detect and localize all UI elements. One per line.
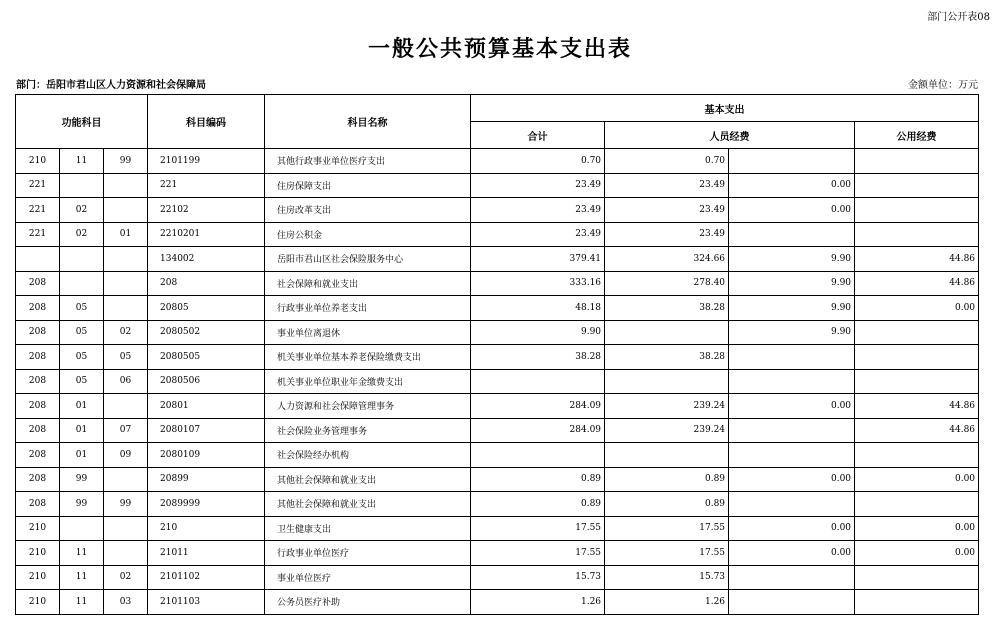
subject-code: 2080505 (148, 345, 265, 370)
public-cell (729, 565, 855, 590)
personnel-cell: 0.70 (605, 149, 729, 174)
public-cell: 0.00 (729, 394, 855, 419)
total-cell: 23.49 (471, 222, 605, 247)
func-item: 01 (104, 222, 148, 247)
func-class: 221 (16, 173, 60, 198)
extra-cell (855, 369, 979, 394)
table-row (16, 443, 979, 468)
table-row (16, 418, 979, 443)
func-class: 208 (16, 492, 60, 517)
personnel-cell: 15.73 (605, 565, 729, 590)
total-cell: 1.26 (471, 590, 605, 615)
public-cell (729, 345, 855, 370)
table-row (16, 394, 979, 419)
table-row (16, 271, 979, 296)
func-section: 02 (60, 198, 104, 223)
extra-cell: 0.00 (855, 296, 979, 321)
header-public: 公用经费 (855, 122, 979, 149)
subject-code: 134002 (148, 247, 265, 272)
public-cell (729, 590, 855, 615)
personnel-cell: 17.55 (605, 516, 729, 541)
total-cell: 284.09 (471, 418, 605, 443)
table-row (16, 222, 979, 247)
public-cell: 0.00 (729, 467, 855, 492)
public-cell: 9.90 (729, 320, 855, 345)
table-row (16, 467, 979, 492)
func-class: 208 (16, 271, 60, 296)
func-class: 208 (16, 296, 60, 321)
subject-name: 其他社会保障和就业支出 (265, 467, 471, 492)
personnel-cell: 0.89 (605, 492, 729, 517)
public-cell: 0.00 (729, 516, 855, 541)
table-row (16, 541, 979, 566)
total-cell: 333.16 (471, 271, 605, 296)
func-section: 11 (60, 149, 104, 174)
public-cell (729, 443, 855, 468)
subject-code: 2101199 (148, 149, 265, 174)
personnel-cell: 23.49 (605, 222, 729, 247)
total-cell (471, 443, 605, 468)
func-item: 99 (104, 149, 148, 174)
func-class: 208 (16, 394, 60, 419)
func-item (104, 198, 148, 223)
extra-cell: 44.86 (855, 394, 979, 419)
total-cell: 379.41 (471, 247, 605, 272)
subject-code: 20805 (148, 296, 265, 321)
personnel-cell: 239.24 (605, 394, 729, 419)
subject-code: 210 (148, 516, 265, 541)
func-item: 05 (104, 345, 148, 370)
header-personnel: 人员经费 (605, 122, 855, 149)
extra-cell: 44.86 (855, 271, 979, 296)
extra-cell (855, 345, 979, 370)
subject-code: 21011 (148, 541, 265, 566)
extra-cell (855, 590, 979, 615)
subject-name: 机关事业单位基本养老保险缴费支出 (265, 345, 471, 370)
func-class: 210 (16, 516, 60, 541)
personnel-cell: 324.66 (605, 247, 729, 272)
extra-cell (855, 198, 979, 223)
header-name: 科目名称 (265, 95, 471, 149)
func-class: 208 (16, 467, 60, 492)
table-row (16, 345, 979, 370)
subject-code: 208 (148, 271, 265, 296)
subject-name: 社会保障和就业支出 (265, 271, 471, 296)
public-cell: 0.00 (729, 198, 855, 223)
personnel-cell: 23.49 (605, 173, 729, 198)
personnel-cell: 239.24 (605, 418, 729, 443)
func-item: 09 (104, 443, 148, 468)
public-cell (729, 222, 855, 247)
subject-name: 行政事业单位养老支出 (265, 296, 471, 321)
total-cell: 17.55 (471, 516, 605, 541)
func-section: 11 (60, 590, 104, 615)
func-section (60, 173, 104, 198)
subject-name: 机关事业单位职业年金缴费支出 (265, 369, 471, 394)
total-cell: 38.28 (471, 345, 605, 370)
subject-code: 2101102 (148, 565, 265, 590)
subject-name: 社会保险经办机构 (265, 443, 471, 468)
total-cell (471, 369, 605, 394)
personnel-cell: 23.49 (605, 198, 729, 223)
public-cell: 9.90 (729, 296, 855, 321)
extra-cell: 44.86 (855, 247, 979, 272)
total-cell: 9.90 (471, 320, 605, 345)
subject-name: 岳阳市君山区社会保险服务中心 (265, 247, 471, 272)
extra-cell (855, 320, 979, 345)
total-cell: 0.70 (471, 149, 605, 174)
func-class: 210 (16, 565, 60, 590)
func-item (104, 296, 148, 321)
unit-label: 金额单位：万元 (908, 80, 978, 91)
func-section: 01 (60, 443, 104, 468)
func-class: 208 (16, 443, 60, 468)
table-row (16, 149, 979, 174)
extra-cell (855, 149, 979, 174)
func-item: 03 (104, 590, 148, 615)
extra-cell (855, 443, 979, 468)
personnel-cell: 278.40 (605, 271, 729, 296)
public-cell (729, 418, 855, 443)
subject-name: 卫生健康支出 (265, 516, 471, 541)
total-cell: 23.49 (471, 173, 605, 198)
func-class: 208 (16, 369, 60, 394)
personnel-cell (605, 369, 729, 394)
total-cell: 284.09 (471, 394, 605, 419)
func-item: 02 (104, 320, 148, 345)
table-body (16, 149, 979, 615)
department-label: 部门：岳阳市君山区人力资源和社会保障局 (16, 80, 206, 91)
func-section: 05 (60, 320, 104, 345)
header-total: 合计 (471, 122, 605, 149)
extra-cell (855, 222, 979, 247)
func-class: 210 (16, 149, 60, 174)
public-cell: 9.90 (729, 271, 855, 296)
extra-cell: 44.86 (855, 418, 979, 443)
total-cell: 17.55 (471, 541, 605, 566)
public-cell: 0.00 (729, 173, 855, 198)
table-row (16, 198, 979, 223)
subject-code: 22102 (148, 198, 265, 223)
table-row (16, 369, 979, 394)
header-code: 科目编码 (148, 95, 265, 149)
subject-code: 20801 (148, 394, 265, 419)
total-cell: 23.49 (471, 198, 605, 223)
total-cell: 0.89 (471, 492, 605, 517)
table-row (16, 565, 979, 590)
subject-code: 2080109 (148, 443, 265, 468)
table-row (16, 516, 979, 541)
subject-code: 2080506 (148, 369, 265, 394)
personnel-cell: 0.89 (605, 467, 729, 492)
func-item (104, 516, 148, 541)
budget-table (15, 94, 979, 615)
func-item (104, 173, 148, 198)
func-item (104, 247, 148, 272)
personnel-cell: 17.55 (605, 541, 729, 566)
personnel-cell: 38.28 (605, 345, 729, 370)
func-class: 208 (16, 418, 60, 443)
subject-code: 2101103 (148, 590, 265, 615)
func-item (104, 271, 148, 296)
func-section: 01 (60, 394, 104, 419)
func-section (60, 271, 104, 296)
personnel-cell (605, 320, 729, 345)
subject-code: 221 (148, 173, 265, 198)
total-cell: 0.89 (471, 467, 605, 492)
header-basic: 基本支出 (471, 95, 979, 122)
subject-name: 公务员医疗补助 (265, 590, 471, 615)
func-class: 208 (16, 345, 60, 370)
func-section: 05 (60, 369, 104, 394)
personnel-cell: 1.26 (605, 590, 729, 615)
subject-name: 事业单位医疗 (265, 565, 471, 590)
public-cell: 0.00 (729, 541, 855, 566)
func-section: 05 (60, 345, 104, 370)
subject-name: 行政事业单位医疗 (265, 541, 471, 566)
func-item: 07 (104, 418, 148, 443)
func-item (104, 541, 148, 566)
table-row (16, 247, 979, 272)
subject-name: 其他社会保障和就业支出 (265, 492, 471, 517)
subject-code: 2089999 (148, 492, 265, 517)
func-item: 06 (104, 369, 148, 394)
subject-name: 事业单位离退休 (265, 320, 471, 345)
subject-name: 住房改革支出 (265, 198, 471, 223)
func-class (16, 247, 60, 272)
table-row (16, 492, 979, 517)
subject-name: 住房保障支出 (265, 173, 471, 198)
subject-name: 人力资源和社会保障管理事务 (265, 394, 471, 419)
extra-cell (855, 565, 979, 590)
func-item (104, 394, 148, 419)
table-row (16, 590, 979, 615)
func-section (60, 247, 104, 272)
func-section: 02 (60, 222, 104, 247)
func-section: 99 (60, 467, 104, 492)
func-section (60, 516, 104, 541)
total-cell: 48.18 (471, 296, 605, 321)
extra-cell: 0.00 (855, 541, 979, 566)
personnel-cell (605, 443, 729, 468)
func-section: 11 (60, 565, 104, 590)
subject-code: 2210201 (148, 222, 265, 247)
subject-code: 2080502 (148, 320, 265, 345)
func-class: 210 (16, 590, 60, 615)
func-section: 05 (60, 296, 104, 321)
func-section: 11 (60, 541, 104, 566)
public-cell (729, 369, 855, 394)
func-class: 221 (16, 198, 60, 223)
total-cell: 15.73 (471, 565, 605, 590)
func-class: 210 (16, 541, 60, 566)
table-row (16, 320, 979, 345)
func-item: 02 (104, 565, 148, 590)
func-section: 99 (60, 492, 104, 517)
subject-code: 2080107 (148, 418, 265, 443)
extra-cell (855, 173, 979, 198)
func-class: 208 (16, 320, 60, 345)
public-cell (729, 492, 855, 517)
func-item (104, 467, 148, 492)
form-number: 部门公开表08 (927, 12, 990, 23)
table-row (16, 173, 979, 198)
func-class: 221 (16, 222, 60, 247)
header-func: 功能科目 (16, 95, 148, 149)
subject-name: 社会保险业务管理事务 (265, 418, 471, 443)
subject-code: 20899 (148, 467, 265, 492)
table-row (16, 296, 979, 321)
subject-name: 住房公积金 (265, 222, 471, 247)
public-cell: 9.90 (729, 247, 855, 272)
subject-name: 其他行政事业单位医疗支出 (265, 149, 471, 174)
func-section: 01 (60, 418, 104, 443)
public-cell (729, 149, 855, 174)
extra-cell (855, 492, 979, 517)
page-title: 一般公共预算基本支出表 (367, 36, 632, 62)
extra-cell: 0.00 (855, 467, 979, 492)
personnel-cell: 38.28 (605, 296, 729, 321)
extra-cell: 0.00 (855, 516, 979, 541)
func-item: 99 (104, 492, 148, 517)
